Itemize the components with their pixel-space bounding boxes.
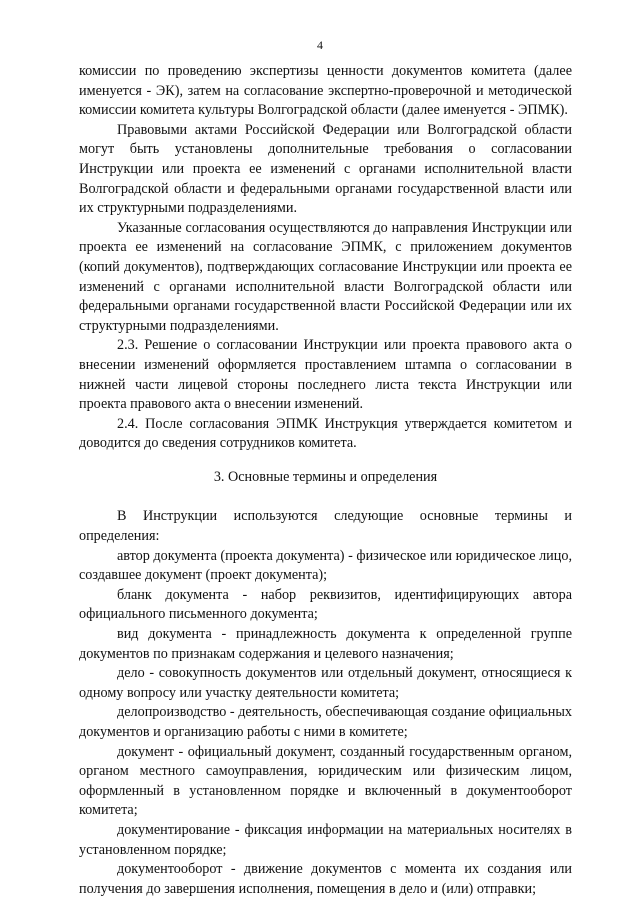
term-definition: документирование - фиксация информации на материальных носителях в установленном порядке; xyxy=(79,821,572,858)
term-definition: документооборот - движение документов с момента их создания или получения до завершения исполнения, помещения в дело и (или) отправки; xyxy=(79,861,572,897)
term-definition: дело - совокупность документов или отдельный документ, относящиеся к одному вопросу или участку деятельности комитета; xyxy=(79,665,572,701)
term-definition: автор документа (проекта документа) - физическое или юридическое лицо, создавшее документ (проект документа); xyxy=(79,547,572,584)
paragraph-legal-acts: Правовыми актами Российской Федерации или Волгоградской области могут быть установлены дополнительные требования о согласовании Инструкции или проекта ее изменений с органами исполнительной власти Волгоградской области и федеральными органами государственной власти или их структурными подразделениями. xyxy=(79,121,572,217)
term-definition: бланк документа - набор реквизитов, идентифицирующих автора официального письменного документа; xyxy=(79,586,572,623)
term-definition: документ - официальный документ, созданный государственным органом, органом местного самоуправления, юридическим или физическим лицом, оформленный в установленном порядке и включенный в документооборот комитета; xyxy=(79,743,572,819)
paragraph-ek-epmk: комиссии по проведению экспертизы ценности документов комитета (далее именуется - ЭК), затем на согласование экспертно-проверочной и методической комиссии комитета культуры Волгоградской области (далее именуется - ЭПМК). xyxy=(79,63,572,119)
term-definition: делопроизводство - деятельность, обеспечивающая создание официальных документов и организацию работы с ними в комитете; xyxy=(79,704,572,740)
paragraph-approvals: Указанные согласования осуществляются до направления Инструкции или проекта ее изменений на согласование ЭПМК, с приложением документов (копий документов), подтверждающих согласование Инструкции или проекта ее изменений с органами исполнительной власти Волгоградской области или федеральными органами государственной власти Российской Федерации или их структурными подразделениями. xyxy=(79,219,572,334)
body-text xyxy=(79,62,572,899)
terms-intro: В Инструкции используются следующие основные термины и определения: xyxy=(79,508,572,545)
paragraph-2-4: 2.4. После согласования ЭПМК Инструкция утверждается комитетом и доводится до сведения сотрудников комитета. xyxy=(79,415,572,452)
section-heading: 3. Основные термины и определения xyxy=(213,468,438,485)
paragraph-2-3: 2.3. Решение о согласовании Инструкции или проекта правового акта о внесении изменений оформляется проставлением штампа о согласовании в нижней части лицевой стороны последнего листа текста Инструкции или проекта правового акта о внесении изменений. xyxy=(79,337,572,413)
term-definition: вид документа - принадлежность документа к определенной группе документов по признакам содержания и целевого назначения; xyxy=(79,626,572,662)
page-number: 4 xyxy=(317,38,323,52)
